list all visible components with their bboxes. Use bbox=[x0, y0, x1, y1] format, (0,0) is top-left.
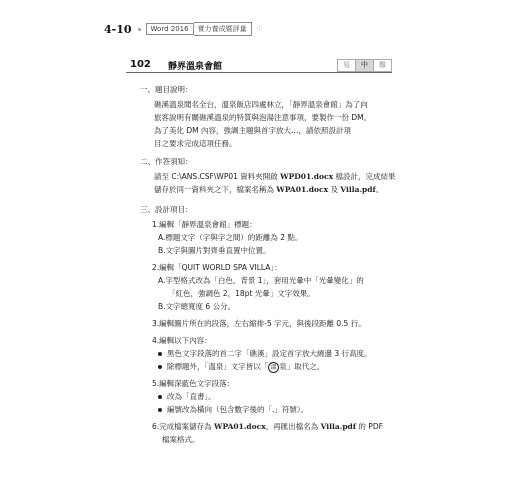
level-hard: 難 bbox=[373, 59, 392, 72]
running-header bbox=[104, 22, 263, 36]
section-1-title: 一、題目說明： bbox=[140, 85, 193, 94]
section-3-title: 三、設計項目： bbox=[140, 205, 193, 214]
page-number: 4-10 bbox=[104, 22, 132, 36]
bullet-icon bbox=[158, 395, 162, 399]
enclosed-char: 溫 bbox=[268, 362, 279, 373]
s1-line-2: 旅客說明有關礁溪溫泉的特質與泡湯注意事項，要製作一份 DM。 bbox=[154, 113, 372, 122]
item-5-bullet-2: 編號改為橫向（包含數字後的「.」符號）。 bbox=[158, 403, 308, 416]
separator-dot-icon bbox=[138, 28, 141, 31]
s2-line-1: 請至 C:\ANS.CSF\WP01 資料夾開啟 WPD01.docx 檔設計，完成結果 bbox=[154, 172, 396, 181]
s1-line-4: 目之要求完成這項任務。 bbox=[154, 139, 237, 148]
bullet-icon bbox=[158, 352, 162, 356]
item-1-a: A.標題文字（字與字之間）的距離為 2 點。 bbox=[158, 233, 303, 242]
question-title-bar bbox=[126, 59, 392, 73]
bullet-icon bbox=[158, 408, 162, 412]
book-tag: 實力養成暨評量 bbox=[194, 22, 252, 36]
s1-line-1: 礁溪溫泉聞名全台，溫泉飯店四處林立，「靜界溫泉會館」為了向 bbox=[154, 100, 368, 109]
question-title: 靜界溫泉會館 bbox=[168, 62, 223, 72]
question-number: 102 bbox=[130, 59, 151, 70]
item-3: 3.編輯圖片所在的段落，左右縮排-5 字元，與後段距離 0.5 行。 bbox=[152, 319, 366, 328]
decoration-icon: ⁘ bbox=[255, 24, 264, 34]
item-5: 5.編輯深藍色文字段落： bbox=[152, 379, 235, 388]
item-1: 1.編輯「靜界溫泉會館」標題： bbox=[152, 220, 257, 229]
item-2-a-line-2: 「紅色，強調色 2，18pt 光暈」文字效果。 bbox=[168, 289, 315, 298]
software-tag: Word 2016 bbox=[146, 23, 194, 35]
item-2-a-line-1: A.字型格式改為「白色，背景 1」，套用光暈中「光暈變化」的 bbox=[158, 276, 364, 285]
item-6-line-1: 6.完成檔案儲存為 WPA01.docx，再匯出檔名為 Villa.pdf 的 PDF bbox=[152, 422, 383, 431]
item-2-b: B.文字總寬度 6 公分。 bbox=[158, 302, 236, 311]
item-4: 4.編輯以下內容： bbox=[152, 336, 212, 345]
item-6-line-2: 檔案格式。 bbox=[162, 435, 200, 444]
s2-line-2: 儲存於同一資料夾之下，檔案名稱為 WPA01.docx 及 Villa.pdf。 bbox=[154, 185, 384, 194]
s1-line-3: 為了美化 DM 內容，強調主題與首字放大…，請依照設計項 bbox=[154, 126, 352, 135]
item-4-bullet-2: 除標題外，「溫泉」文字皆以「 溫 泉」取代之。 bbox=[158, 360, 324, 373]
level-easy: 易 bbox=[337, 59, 356, 72]
item-2: 2.編輯「QUIT WORLD SPA VILLA」： bbox=[152, 263, 282, 272]
level-medium: 中 bbox=[355, 59, 374, 72]
section-2-title: 二、作答須知： bbox=[140, 157, 193, 166]
difficulty-levels bbox=[338, 59, 392, 72]
bullet-icon bbox=[158, 365, 162, 369]
item-5-bullet-1: 改為「直書」。 bbox=[158, 390, 216, 403]
item-1-b: B.文字與圖片對齊垂直置中位置。 bbox=[158, 246, 271, 255]
item-4-bullet-1: 黑色文字段落的首二字「礁溪」設定首字放大繞邊 3 行高度。 bbox=[158, 347, 372, 360]
